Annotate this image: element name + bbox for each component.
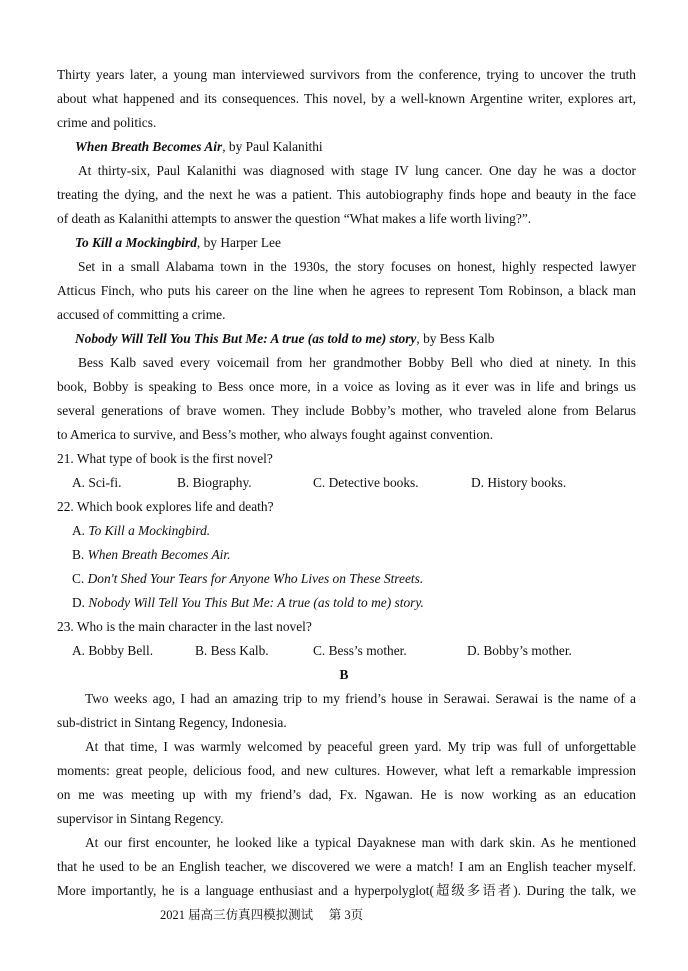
book-author: , by Paul Kalanithi xyxy=(222,139,323,154)
book-heading xyxy=(75,331,654,347)
answer-option xyxy=(72,595,424,611)
passage-a-line: Set in a small Alabama town in the 1930s, the story focuses on honest, highly respected lawyer xyxy=(78,259,636,274)
passage-a-line: treating the dying, and the next he was a patient. This autobiography finds hope and beauty in the face xyxy=(57,187,636,202)
passage-b-line: At that time, I was warmly welcomed by peaceful green yard. My trip was full of unforgettable xyxy=(85,739,636,754)
book-title: When Breath Becomes Air xyxy=(75,139,223,154)
passage-a-line: several generations of brave women. They include Bobby’s mother, who traveled alone from Belarus xyxy=(57,403,636,418)
answer-option: D. History books. xyxy=(471,475,567,490)
passage-a-line: book, Bobby is speaking to Bess once more, in a voice as loving as it ever was in life and brings us xyxy=(57,379,636,394)
passage-a-line: At thirty-six, Paul Kalanithi was diagnosed with stage IV lung cancer. One day he was a doctor xyxy=(78,163,636,178)
book-title: To Kill a Mockingbird xyxy=(75,235,197,250)
answer-option: A. Bobby Bell. xyxy=(72,643,154,658)
question-stem: 23. Who is the main character in the last novel? xyxy=(57,619,312,634)
passage-b-line: moments: great people, delicious food, and new cultures. However, what left a remarkable impression xyxy=(57,763,636,778)
option-text: Nobody Will Tell You This But Me: A true (as told to me) story. xyxy=(88,595,424,610)
answer-option: A. Sci-fi. xyxy=(72,475,122,490)
book-author: , by Bess Kalb xyxy=(416,331,495,346)
option-letter: B. xyxy=(72,547,88,562)
passage-b-line: Two weeks ago, I had an amazing trip to my friend’s house in Serawai. Serawai is the name of a xyxy=(85,691,636,706)
option-text: To Kill a Mockingbird. xyxy=(88,523,211,538)
answer-option xyxy=(72,547,230,563)
passage-b-line: More importantly, he is a language enthusiast and a hyperpolyglot(超级多语者). During the talk, we xyxy=(57,883,636,898)
answer-option xyxy=(72,571,423,587)
option-letter: D. xyxy=(72,595,89,610)
passage-a-line: Thirty years later, a young man interviewed survivors from the conference, trying to uncover the truth xyxy=(57,67,636,82)
option-letter: C. xyxy=(72,571,88,586)
answer-option: C. Detective books. xyxy=(313,475,419,490)
answer-option: B. Bess Kalb. xyxy=(195,643,269,658)
book-heading xyxy=(75,235,654,251)
option-text: When Breath Becomes Air. xyxy=(87,547,231,562)
passage-a-line: Bess Kalb saved every voicemail from her grandmother Bobby Bell who died at ninety. In this xyxy=(78,355,636,370)
passage-b-line: At our first encounter, he looked like a typical Dayaknese man with dark skin. As he mentioned xyxy=(85,835,636,850)
page-footer: 2021 届高三仿真四模拟测试 第 3页 xyxy=(160,908,364,922)
book-title: Nobody Will Tell You This But Me: A true (as told to me) story xyxy=(75,331,417,346)
option-text: Don't Shed Your Tears for Anyone Who Lives on These Streets. xyxy=(87,571,424,586)
book-heading xyxy=(75,139,654,155)
passage-a-line: accused of committing a crime. xyxy=(57,307,226,322)
passage-a-line: to America to survive, and Bess’s mother, who always fought against convention. xyxy=(57,427,494,442)
option-letter: A. xyxy=(72,523,89,538)
answer-option: B. Biography. xyxy=(177,475,252,490)
answer-option xyxy=(72,523,210,539)
passage-b-line: supervisor in Sintang Regency. xyxy=(57,811,224,826)
book-author: , by Harper Lee xyxy=(196,235,281,250)
answer-option: C. Bess’s mother. xyxy=(313,643,407,658)
section-heading: B xyxy=(339,667,349,682)
passage-b-line: that he used to be an English teacher, we discovered we were a match! I am an English teacher myself. xyxy=(57,859,636,874)
passage-b-line: on me was meeting up with my friend’s dad, Fx. Ngawan. He is now working as an education xyxy=(57,787,636,802)
passage-a-line: of death as Kalanithi attempts to answer the question “What makes a life worth living?”. xyxy=(57,211,532,226)
passage-a-line: about what happened and its consequences. This novel, by a well-known Argentine writer, explores art, xyxy=(57,91,636,106)
passage-a-line: crime and politics. xyxy=(57,115,157,130)
passage-b-line: sub-district in Sintang Regency, Indonesia. xyxy=(57,715,287,730)
passage-a-line: Atticus Finch, who puts his career on the line when he agrees to represent Tom Robinson, a black man xyxy=(57,283,636,298)
question-stem: 22. Which book explores life and death? xyxy=(57,499,274,514)
question-stem: 21. What type of book is the first novel? xyxy=(57,451,273,466)
answer-option: D. Bobby’s mother. xyxy=(467,643,572,658)
